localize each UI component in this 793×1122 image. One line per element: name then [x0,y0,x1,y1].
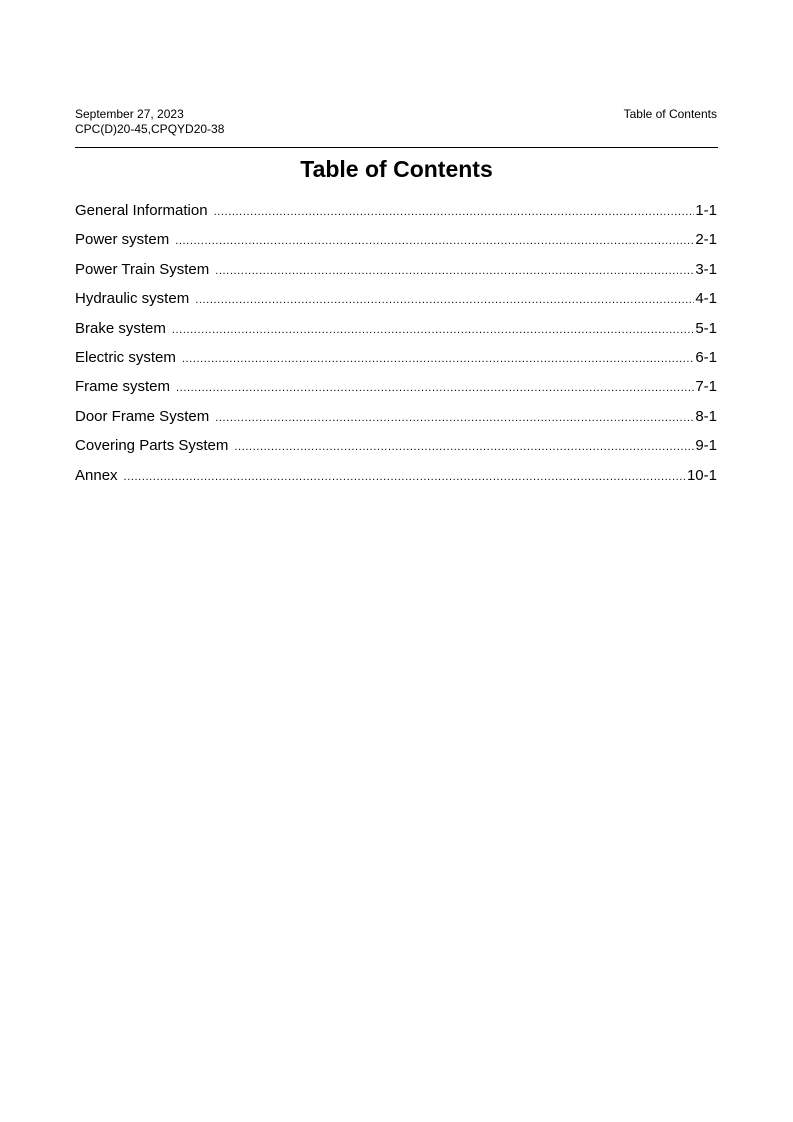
header-section-title: Table of Contents [623,107,717,121]
header-models: CPC(D)20-45,CPQYD20-38 [75,122,225,136]
toc-leader-dots [195,290,694,310]
toc-entry-annex[interactable] [75,466,717,495]
toc-entry-label: Annex [75,466,118,484]
toc-entry-covering-parts-system[interactable] [75,436,717,465]
toc-entry-page: 3-1 [695,260,717,278]
toc-entry-label: Power Train System [75,260,210,278]
toc-entry-label: Hydraulic system [75,290,190,308]
toc-entry-frame-system[interactable] [75,377,717,406]
toc-entry-door-frame-system[interactable] [75,407,717,436]
header-left [75,107,224,137]
toc-leader-dots [234,437,694,457]
toc-entry-page: 1-1 [695,202,717,219]
toc-entry-power-train-system[interactable] [75,260,717,289]
toc-leader-dots [182,349,694,369]
toc-leader-dots [214,202,695,222]
toc-entry-label: Door Frame System [75,407,210,425]
toc-leader-dots [215,261,694,281]
toc-entry-power-system[interactable] [75,230,717,259]
toc-list [75,201,717,495]
toc-leader-dots [175,231,694,251]
toc-entry-page: 2-1 [695,231,717,249]
toc-entry-label: Power system [75,231,170,249]
toc-entry-label: Electric system [75,348,176,366]
toc-entry-label: General Information [75,202,208,219]
toc-leader-dots [172,320,694,340]
toc-leader-dots [124,467,686,487]
page-title: Table of Contents [300,156,493,182]
toc-entry-page: 10-1 [686,466,717,484]
toc-leader-dots [215,408,694,428]
toc-entry-label: Covering Parts System [75,437,229,455]
toc-entry-page: 5-1 [695,319,717,337]
toc-entry-page: 8-1 [695,407,717,425]
toc-entry-label: Brake system [75,319,166,337]
toc-entry-electric-system[interactable] [75,348,717,377]
page-header [75,107,718,148]
toc-leader-dots [176,378,694,398]
toc-entry-brake-system[interactable] [75,319,717,348]
toc-entry-page: 7-1 [695,378,717,396]
toc-entry-page: 6-1 [695,348,717,366]
toc-entry-page: 4-1 [695,290,717,308]
toc-entry-page: 9-1 [695,437,717,455]
toc-entry-hydraulic-system[interactable] [75,289,717,318]
toc-entry-label: Frame system [75,378,171,396]
toc-entry-general-information[interactable] [75,201,717,230]
header-date: September 27, 2023 [75,107,184,121]
